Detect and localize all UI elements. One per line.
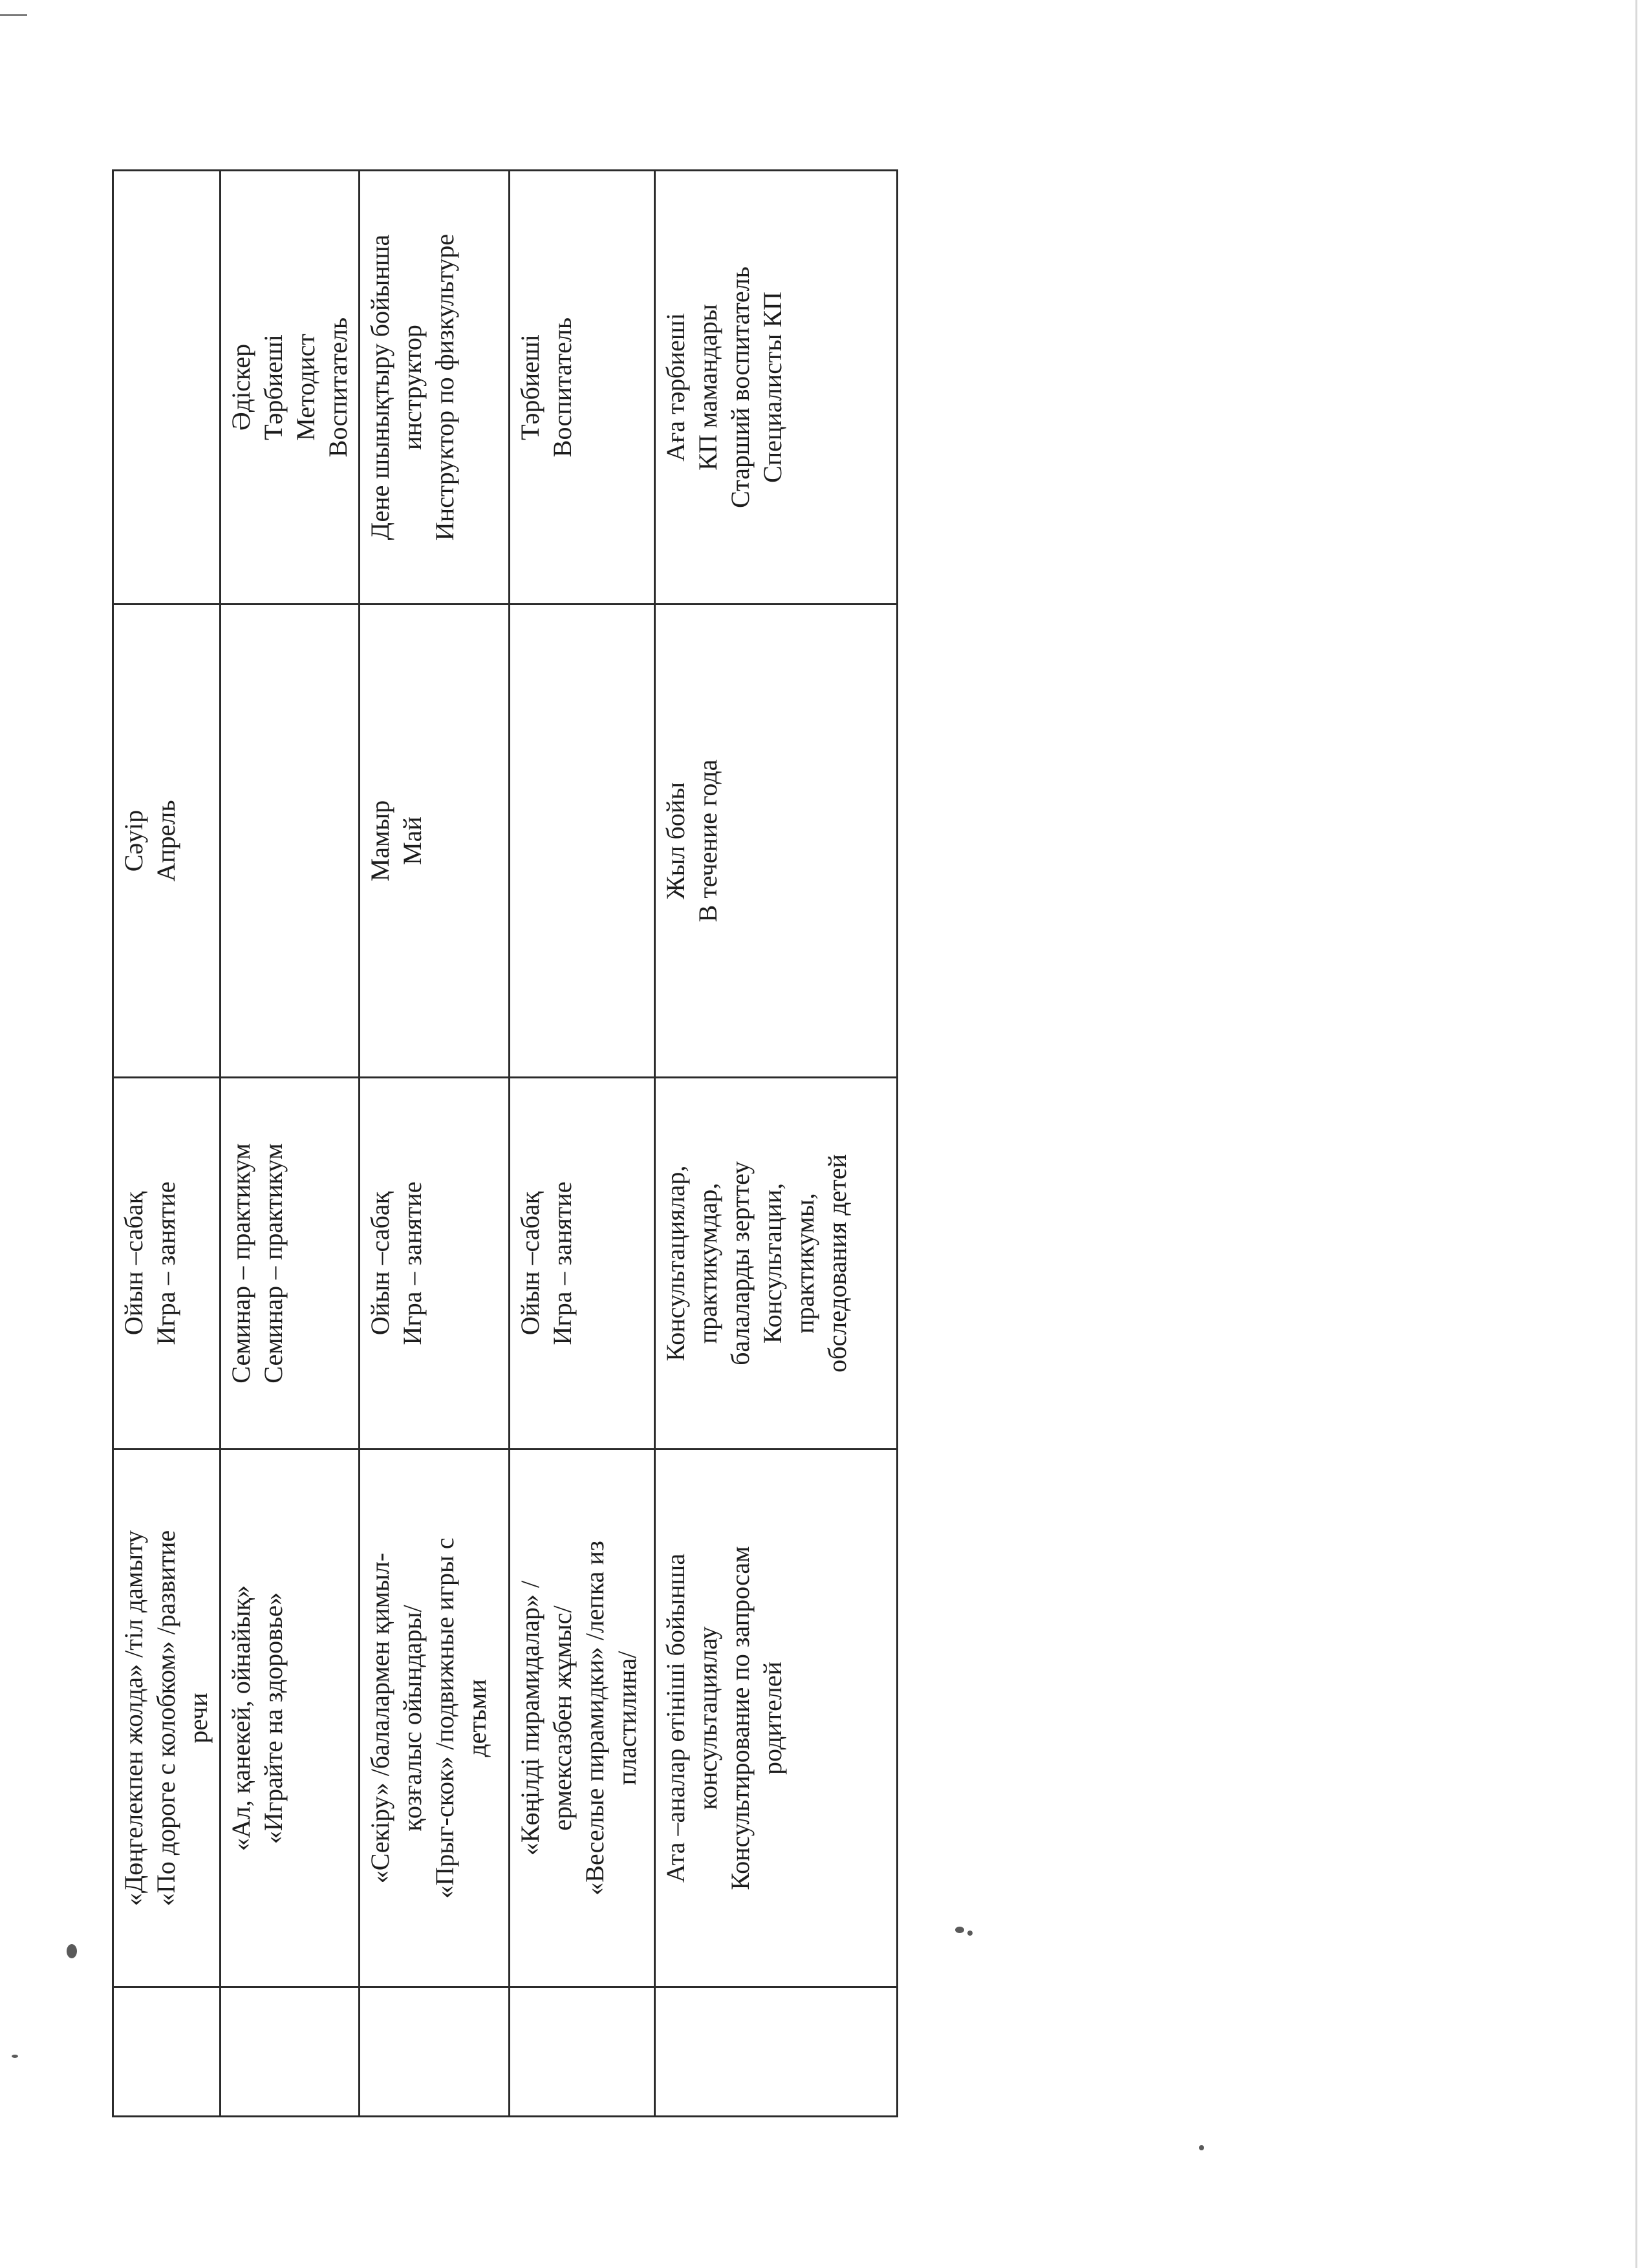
cell-line: Апрель — [151, 800, 180, 882]
cell-line: Игра – занятие — [151, 1181, 180, 1345]
table-row — [655, 171, 898, 2117]
form-cell — [655, 1078, 898, 1450]
cell-line: «Веселые пирамидки» /лепка из — [580, 1541, 609, 1896]
cell-line: «Көңілді пирамидалар» / — [515, 1580, 544, 1856]
table-row — [360, 171, 510, 2117]
cell-line: ермексазбен жұмыс/ — [548, 1605, 577, 1831]
cell-line: балаларды зерттеу — [726, 1161, 755, 1365]
table-row — [221, 171, 360, 2117]
cell-line: Инструктор по физкультуре — [430, 233, 459, 541]
rotated-table-wrapper — [112, 171, 891, 2117]
cell-line: Семинар – практикум — [259, 1143, 288, 1384]
cell-line: Тәрбиеші — [259, 334, 288, 440]
event-cell — [510, 1450, 655, 1987]
cell-line: «Прыг-скок» /подвижные игры с — [430, 1537, 459, 1899]
cell-line: Ата –аналар өтініші бойынша — [661, 1553, 690, 1883]
cell-line: Консультациялар, — [661, 1165, 690, 1362]
cell-line: Консультации, — [758, 1182, 787, 1344]
responsible-cell — [221, 171, 360, 604]
cell-line: Игра – занятие — [548, 1181, 577, 1345]
cell-line: обследования детей — [823, 1154, 852, 1373]
number-cell — [510, 1987, 655, 2117]
form-cell — [510, 1078, 655, 1450]
cell-line: Старший воспитатель — [726, 266, 755, 508]
scan-speck — [955, 1927, 964, 1933]
cell-line: «Играйте на здоровье» — [259, 1592, 288, 1845]
cell-line: инструктор — [398, 325, 427, 450]
cell-line: Дене шынықтыру бойынша — [365, 234, 394, 540]
cell-line: Ойын –сабақ — [515, 1191, 544, 1336]
cell-line: «Дөңгелекпен жолда» /тіл дамыту — [119, 1530, 148, 1907]
cell-line: пластилина/ — [612, 1651, 641, 1786]
cell-line: Ойын –сабақ — [119, 1191, 148, 1336]
scan-edge-mark — [0, 14, 27, 16]
cell-line: Аға тәрбиеші — [661, 313, 690, 462]
number-cell — [360, 1987, 510, 2117]
cell-line: Воспитатель — [323, 317, 352, 458]
scan-right-edge — [1635, 0, 1637, 2268]
cell-line: Семинар – практикум — [226, 1143, 255, 1384]
scan-speck — [967, 1931, 973, 1936]
event-cell — [221, 1450, 360, 1987]
cell-line: Методист — [291, 334, 320, 441]
cell-line: Консультирование по запросам — [726, 1546, 755, 1890]
cell-line: практикумы, — [790, 1193, 819, 1334]
cell-line: Игра – занятие — [398, 1181, 427, 1345]
responsible-cell — [655, 171, 898, 604]
plan-table — [112, 169, 898, 2117]
scan-speck — [67, 1944, 77, 1958]
cell-line: В течение года — [693, 759, 722, 923]
cell-line: родителей — [758, 1662, 787, 1775]
number-cell — [221, 1987, 360, 2117]
responsible-cell — [510, 171, 655, 604]
cell-line: Жыл бойы — [661, 782, 690, 900]
date-cell — [113, 604, 221, 1078]
cell-line: Воспитатель — [548, 317, 577, 458]
cell-line: консультациялау — [693, 1626, 722, 1810]
cell-line: Әдіскер — [226, 343, 255, 431]
date-cell — [221, 604, 360, 1078]
cell-line: Май — [398, 817, 427, 865]
cell-line: практикумдар, — [693, 1182, 722, 1344]
cell-line: Мамыр — [365, 800, 394, 882]
date-cell — [655, 604, 898, 1078]
event-cell — [360, 1450, 510, 1987]
responsible-cell — [360, 171, 510, 604]
form-cell — [221, 1078, 360, 1450]
cell-line: «По дороге с колобком» /развитие — [151, 1530, 180, 1907]
event-cell — [655, 1450, 898, 1987]
scan-speck — [1199, 2145, 1204, 2150]
date-cell — [510, 604, 655, 1078]
cell-line: Ойын –сабақ — [365, 1191, 394, 1336]
cell-line: детьми — [462, 1679, 491, 1757]
number-cell — [113, 1987, 221, 2117]
event-cell — [113, 1450, 221, 1987]
cell-line: «Секіру» /балалармен қимыл- — [365, 1552, 394, 1884]
scan-speck — [12, 2055, 18, 2058]
cell-line: Специалисты КП — [758, 292, 787, 483]
table-row — [113, 171, 221, 2117]
cell-line: КП мамандары — [693, 304, 722, 471]
cell-line: речи — [184, 1693, 213, 1744]
cell-line: Сәуір — [119, 809, 148, 872]
date-cell — [360, 604, 510, 1078]
responsible-cell — [113, 171, 221, 604]
cell-line: Тәрбиеші — [515, 334, 544, 440]
cell-line: қозғалыс ойындары/ — [398, 1605, 427, 1832]
table-row — [510, 171, 655, 2117]
number-cell — [655, 1987, 898, 2117]
cell-line: «Ал, қанекей, ойнайық» — [226, 1585, 255, 1852]
form-cell — [360, 1078, 510, 1450]
form-cell — [113, 1078, 221, 1450]
